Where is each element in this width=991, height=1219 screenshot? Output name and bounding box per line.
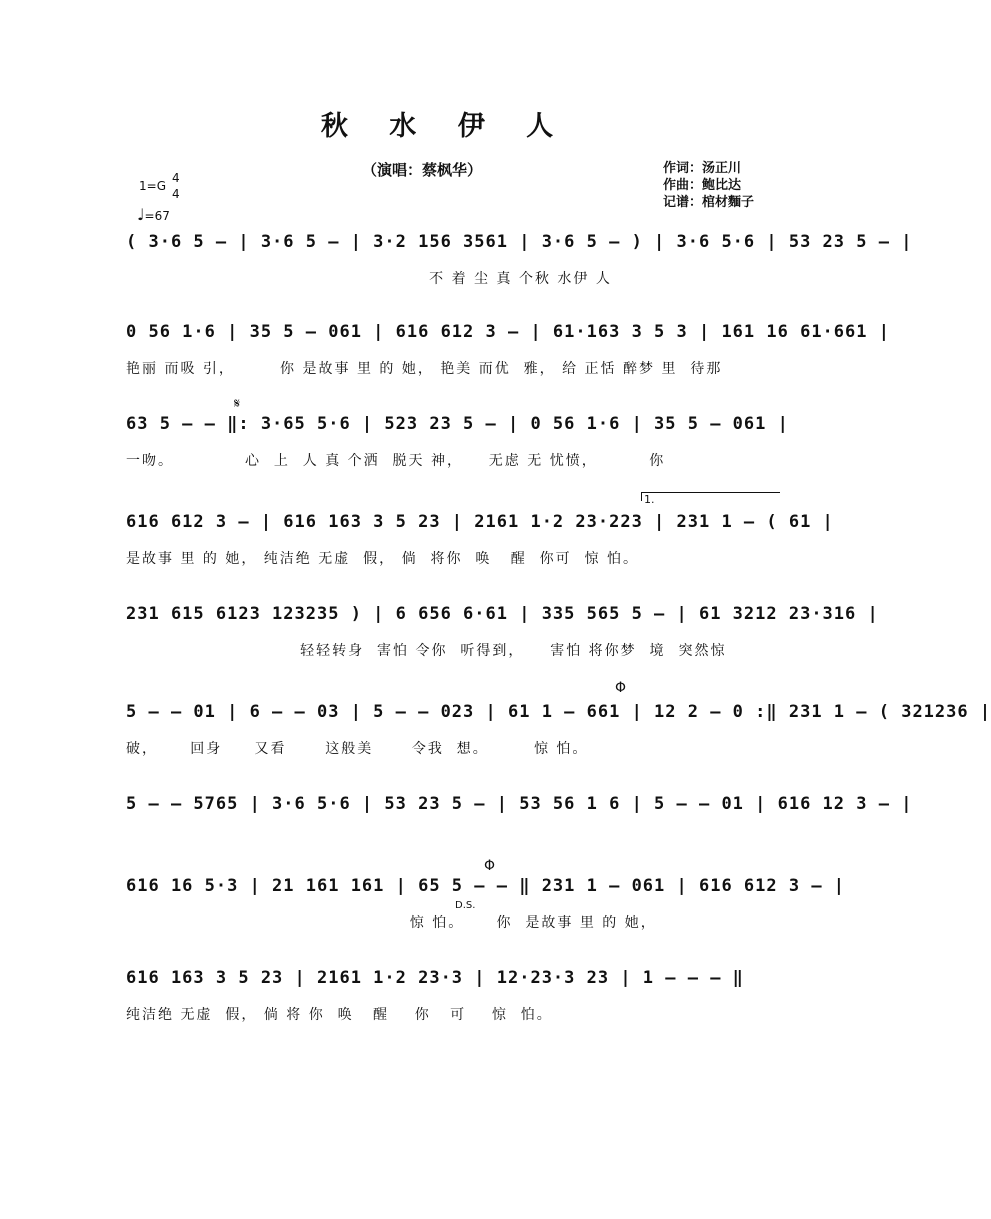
- lyrics-row: 破， 回身 又看 这般美 令我 想。 惊 怕。: [126, 741, 589, 757]
- notation-row: ( 3·6 5 – | 3·6 5 – | 3·2 156 3561 | 3·6 5 – ) | 3·6 5·6 | 53 23 5 – |: [126, 232, 913, 252]
- lyrics-row: 艳丽 而吸 引， 你 是故事 里 的 她， 艳美 而优 雅， 给 正恬 醉梦 里 待那: [126, 361, 723, 377]
- composer-credit: 作曲：鲍比达: [663, 178, 742, 193]
- tempo-value: =67: [144, 209, 170, 223]
- notation-row: 5 – – 01 | 6 – – 03 | 5 – – 023 | 61 1 – 661 | 12 2 – 0 :‖ 231 1 – ( 321236 |: [126, 702, 991, 722]
- dal-segno-label: D.S.: [455, 900, 476, 911]
- notation-row: 0 56 1·6 | 35 5 – 061 | 616 612 3 – | 61·163 3 5 3 | 161 16 61·661 |: [126, 322, 890, 342]
- score-line-9: [126, 968, 786, 1048]
- coda-icon: Φ: [484, 858, 496, 874]
- notation-row: 5 – – 5765 | 3·6 5·6 | 53 23 5 – | 53 56 1 6 | 5 – – 01 | 616 12 3 – |: [126, 794, 913, 814]
- key-signature: 1=G: [139, 179, 166, 193]
- coda-icon: Φ: [615, 680, 627, 696]
- notation-row: 616 16 5·3 | 21 161 161 | 65 5 – – ‖ 231 1 – 061 | 616 612 3 – |: [126, 876, 846, 896]
- segno-icon: 𝄋: [234, 396, 241, 412]
- singer-credit: （演唱：蔡枫华）: [362, 161, 483, 179]
- first-ending-label: 1.: [644, 493, 655, 506]
- lyrics-row: 是故事 里 的 她， 纯洁绝 无虚 假， 倘 将你 唤 醒 你可 惊 怕。: [126, 551, 640, 567]
- lyrics-row: 惊 怕。 你 是故事 里 的 她，: [126, 915, 657, 931]
- lyrics-row: 轻轻转身 害怕 令你 听得到， 害怕 将你梦 境 突然惊: [126, 643, 727, 659]
- song-title: 秋 水 伊 人: [320, 111, 570, 142]
- score-line-4: [126, 512, 834, 592]
- score-line-3: [126, 414, 789, 494]
- quarter-note-icon: ♩: [137, 205, 145, 224]
- score-line-1: [126, 232, 913, 312]
- score-line-6: [126, 702, 991, 782]
- time-sig-top: 4: [172, 171, 180, 185]
- credits-block: [663, 160, 754, 211]
- lyrics-row: 一吻。 心 上 人 真 个洒 脱天 神， 无虑 无 忧愤， 你: [126, 453, 666, 469]
- notation-row: 63 5 – – ‖: 3·65 5·6 | 523 23 5 – | 0 56 1·6 | 35 5 – 061 |: [126, 414, 789, 434]
- notation-row: 616 163 3 5 23 | 2161 1·2 23·3 | 12·23·3 23 | 1 – – – ‖: [126, 968, 744, 988]
- transcriber-credit: 记谱：棺材麵子: [663, 195, 755, 210]
- tempo-marking: [137, 205, 170, 224]
- notation-row: 616 612 3 – | 616 163 3 5 23 | 2161 1·2 23·223 | 231 1 – ( 61 |: [126, 512, 834, 532]
- score-line-5: [126, 604, 879, 684]
- score-line-2: [126, 322, 890, 402]
- first-ending-bracket: [641, 492, 780, 501]
- lyrics-row: 纯洁绝 无虚 假， 倘 将 你 唤 醒 你 可 惊 怕。: [126, 1007, 553, 1023]
- lyricist-credit: 作词：汤正川: [663, 161, 742, 176]
- time-signature: [172, 170, 180, 202]
- score-line-7: [126, 794, 913, 874]
- notation-row: 231 615 6123 123235 ) | 6 656 6·61 | 335 565 5 – | 61 3212 23·316 |: [126, 604, 879, 624]
- lyrics-row: [126, 830, 786, 852]
- lyrics-row: 不 着 尘 真 个秋 水伊 人: [126, 271, 612, 287]
- score-line-8: [126, 876, 846, 956]
- time-sig-bottom: 4: [172, 187, 180, 201]
